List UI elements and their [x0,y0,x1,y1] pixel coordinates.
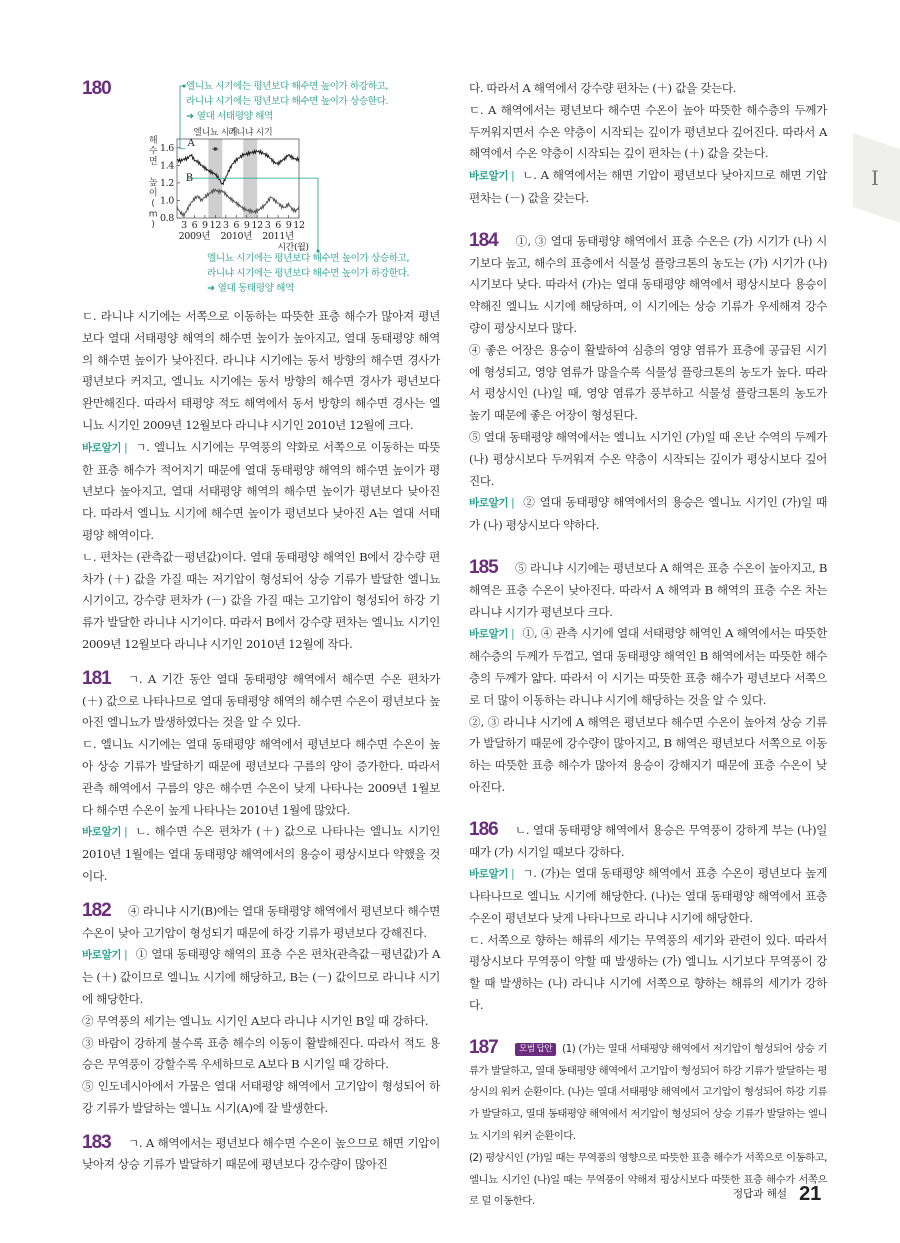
correction-text: ㄴ. A 해역에서는 해면 기압이 평년보다 낮아지므로 해면 기압 편차는 (－) 값을 갖는다. [469,168,827,205]
bottom-annotation [207,251,409,296]
correction-label: 바로알기 | [82,441,128,454]
correction-label: 바로알기 | [469,628,515,641]
q186-correction [469,863,827,929]
svg-text:수: 수 [148,146,158,157]
q187-answer-2: (2) 평상시인 (가)일 때는 무역풍의 영향으로 따뜻한 표층 해수가 서쪽으로 이동하고, 엘니뇨 시기인 (나)일 때는 무역풍이 약해져 평상시보다 따뜻한 표층 해수가 서쪽으로 덜 이동한다. [469,1151,827,1208]
correction-text: ㄴ. 해수면 수온 편차가 (＋) 값으로 나타나는 엘니뇨 시기인 2010년 1월에는 열대 동태평양 해역에서의 용승이 평상시보다 약했을 것이다. [82,824,440,883]
svg-text:3: 3 [222,220,229,231]
correction-text: ㄱ. (가)는 열대 동태평양 해역에서 표층 수온이 평년보다 높게 나타나므로 엘니뇨 시기에 해당한다. (나)는 열대 동태평양 해역에서 표층 수온이 평년보다 낮게 나타나므로 라니냐 시기에 해당한다. [469,866,827,925]
q180-extra: ㄴ. 편차는 (관측값－평년값)이다. 열대 동태평양 해역인 B에서 강수량 편차가 (＋) 값을 가질 때는 저기압이 형성되어 상승 기류가 발달한 엘니뇨 시기이고, 강수량 편차가 (－) 값을 가질 때는 고기압이 형성되어 하강 기류가 발달한 라니냐 시기이다. 따라서 B에서 강수량 편차는 엘니뇨 시기인 2009년 12월보다 라니냐 시기인 2010년 12월에 작다. [82,549,440,651]
correction-label: 바로알기 | [82,826,128,839]
q182-correction [82,944,440,1010]
q185-correction [469,623,827,711]
correction-text: ①, ④ 관측 시기에 열대 서태평양 해역인 A 해역에서는 따뜻한 해수층의 두께가 두껍고, 열대 동태평양 해역인 B 해역에서는 따뜻한 해수층의 두께가 얇다. 따라서 이 시기는 따뜻한 표층 해수가 평년보다 서쪽으로 더 많이 이동하는 라니냐 시기에 해당하는 것을 알 수 있다. [469,626,827,707]
correction-label: 바로알기 | [469,170,515,183]
question-number: 186 [469,818,498,840]
q182-item: ③ 바람이 강하게 불수록 표층 해수의 이동이 활발해진다. 따라서 적도 용승은 무역풍이 강할수록 우세하므로 A보다 B 시기일 때 강하다. [82,1035,440,1072]
svg-text:엘니뇨 시기: 엘니뇨 시기 [193,128,238,138]
right-column [469,78,827,1213]
q187-answer: 187 모범 답안 (1) (가)는 열대 서태평양 해역에서 저기압이 형성되어 상승 기류가 발달하고, 열대 동태평양 해역에서 고기압이 형성되어 하강 기류가 발달하는 평상시의 워커 순환이다. (나)는 열대 서태평양 해역에서 고기압이 형성되어 하강 기류가 발달하고, 열대 동태평양 해역에서 저기압이 형성되어 상승 기류가 발달하는 엘니뇨 시기의 워커 순환이다. [469,1036,827,1143]
svg-text:높: 높 [148,178,158,188]
q180-figure [82,78,440,306]
svg-text:12: 12 [293,220,305,231]
svg-text:시간(월): 시간(월) [277,243,309,253]
q181-extra: ㄷ. 엘니뇨 시기에는 열대 동태평양 해역에서 평년보다 해수면 수온이 높아 상승 기류가 발달하기 때문에 평년보다 구름의 양이 증가한다. 따라서 관측 해역에서 구름의 양은 해수면 수온이 낮게 나타나는 2009년 1월보다 해수면 수온이 높게 나타나는 2010년 1월에 많았다. [82,737,440,817]
q181-answer: 181 ㄱ. A 기간 동안 열대 동태평양 해역에서 해수면 수온 편차가 (＋) 값으로 나타나므로 열대 동태평양 해역의 해수면 수온이 평년보다 높아진 엘니뇨가 발생하였다는 것을 알 수 있다. [82,667,440,730]
q182-item: ② 무역풍의 세기는 엘니뇨 시기인 A보다 라니냐 시기인 B일 때 강하다. [82,1013,429,1028]
svg-text:1.4: 1.4 [159,160,174,172]
series-B [177,189,299,216]
svg-text:2011년: 2011년 [262,231,294,242]
svg-text:9: 9 [285,220,292,231]
page-number: 21 [799,1183,822,1205]
question-number: 182 [82,899,111,921]
annotation-conclusion: 열대 동태평양 해역 [217,283,294,294]
svg-text:0.8: 0.8 [159,213,174,224]
correction-label: 바로알기 | [82,949,128,962]
arrow-right-icon: ➜ [207,283,215,294]
correction-label: 바로알기 | [469,497,515,510]
svg-text:해: 해 [148,136,158,146]
svg-text:12: 12 [251,220,263,231]
q182-answer: 182 ④ 라니냐 시기(B)에는 열대 동태평양 해역에서 평년보다 해수면 수온이 낮아 고기압이 형성되기 때문에 하강 기류가 평년보다 강해진다. [82,899,440,940]
svg-text:6: 6 [233,220,240,231]
svg-text:12: 12 [209,220,222,231]
q181-correction [82,821,440,887]
svg-text:라니냐 시기: 라니냐 시기 [228,128,273,138]
svg-text:6: 6 [275,220,281,231]
svg-text:B: B [185,173,193,185]
q182-item: ⑤ 인도네시아에서 가뭄은 열대 서태평양 해역에서 고기압이 형성되어 하강 기류가 발달하는 엘니뇨 시기(A)에 잘 발생한다. [82,1079,440,1115]
question-number: 187 [469,1036,498,1058]
question-number: 183 [82,1131,111,1153]
svg-text:A: A [187,138,195,150]
annotation-conclusion: 열대 서태평양 해역 [196,111,273,122]
svg-text:3: 3 [181,220,187,231]
q185-item: ②, ③ 라니냐 시기에 A 해역은 평년보다 해수면 수온이 높아져 상승 기류가 발달하기 때문에 강수량이 많아지고, B 해역은 평년보다 서쪽으로 이동하는 따뜻한 표층 해수가 많아져 용승이 강해지기 때문에 표층 수온이 낮아진다. [469,714,827,794]
q184-item: ④ 좋은 어장은 용승이 활발하여 심층의 영양 염류가 표층에 공급된 시기에 형성되고, 영양 염류가 많을수록 식물성 플랑크톤의 농도가 높다. 따라서 평상시인 (나)일 때, 영양 염류가 풍부하고 식물성 플랑크톤의 농도가 높기 때문에 좋은 어장이 형성된다. [469,342,827,423]
question-number: 184 [469,229,498,251]
arrow-right-icon: ➜ [186,111,194,122]
left-column [82,78,440,1176]
annotation-line: 엘니뇨 시기에는 평년보다 해수면 높이가 하강하고, [186,81,389,92]
chapter-side-tab [853,133,900,223]
svg-text:3: 3 [264,220,271,231]
q183-correction [469,165,827,210]
correction-text: ② 열대 동태평양 해역에서의 용승은 엘니뇨 시기인 (가)일 때가 (나) 평상시보다 약하다. [469,495,827,533]
svg-text:9: 9 [202,220,208,231]
model-answer-badge: 모범 답안 [515,1043,556,1056]
annotation-line: 라니냐 시기에는 평년보다 해수면 높이가 상승한다. [186,96,389,107]
svg-text:m: m [148,209,158,220]
q183-answer-start: 183 ㄱ. A 해역에서는 평년보다 해수면 수온이 높으므로 해면 기압이 낮아져 상승 기류가 발달하기 때문에 평년보다 강수량이 많아진 [82,1131,440,1172]
q183-extra: ㄷ. A 해역에서는 평년보다 해수면 수온이 높아 따뜻한 해수층의 두께가 두꺼워지면서 수온 약층이 시작되는 깊이가 평년보다 깊어진다. 따라서 A 해역에서 수온 약층이 시작되는 깊이 편차는 (＋) 값을 갖는다. [469,102,827,161]
correction-label: 바로알기 | [469,868,515,881]
q184-answer: 184 ①, ③ 열대 동태평양 해역에서 표층 수온은 (가) 시기가 (나) 시기보다 높고, 해수의 표층에서 식물성 플랑크톤의 농도는 (가) 시기가 (나) 시기보다 낮다. 따라서 (가)는 열대 동태평양 해역에서 평상시보다 용승이 약해진 엘니뇨 시기에 해당하며, 이 시기에는 상승 기류가 우세해져 강수량이 평상시보다 많다. [469,229,827,335]
q184-correction [469,492,827,537]
svg-text:9: 9 [243,220,250,231]
question-number: 180 [82,78,111,99]
q186-answer: 186 ㄴ. 열대 동태평양 해역에서 용승은 무역풍이 강하게 부는 (나)일 때가 (가) 시기일 때보다 강하다. [469,818,827,859]
svg-text:1.2: 1.2 [159,177,174,189]
svg-text:1.0: 1.0 [159,195,174,207]
svg-text:(: ( [151,199,155,209]
correction-text: ㄱ. 엘니뇨 시기에는 무역풍의 약화로 서쪽으로 이동하는 따뜻한 표층 해수가 적어지기 때문에 열대 동태평양 해역의 해수면 높이가 평년보다 높아지고, 열대 서태평양 해역의 해수면 높이가 평년보다 낮아진다. 따라서 엘니뇨 시기에 해수면 높이가 평년보다 낮아진 A는 열대 서태평양 해역이다. [82,439,440,542]
chapter-label: I [871,166,879,190]
annotation-line: 라니냐 시기에는 평년보다 해수면 높이가 하강한다. [207,268,410,279]
svg-text:면: 면 [148,157,158,167]
page-footer [733,1183,821,1206]
svg-text:6: 6 [191,220,198,231]
footer-label: 정답과 해설 [733,1188,788,1200]
svg-text:1.6: 1.6 [159,142,174,154]
q180-explanation: ㄷ. 라니냐 시기에는 서쪽으로 이동하는 따뜻한 표층 해수가 많아져 평년보다 열대 서태평양 해역의 해수면 높이가 높아지고, 열대 동태평양 해역의 해수면 높이가 낮아진다. 라니냐 시기에는 동서 방향의 해수면 경사가 평년보다 커지고, 엘니뇨 시기에는 동서 방향의 해수면 경사가 평년보다 완만해진다. 따라서 태평양 적도 해역에서 동서 방향의 해수면 경사는 엘니뇨 시기인 2009년 12월보다 라니냐 시기인 2010년 12월에 크다. [82,309,440,432]
svg-text:2010년: 2010년 [220,231,253,242]
svg-text:2009년: 2009년 [178,231,211,242]
correction-text: ① 열대 동태평양 해역의 표층 수온 편차(관측값－평년값)가 A는 (＋) 값이므로 엘니뇨 시기에 해당하고, B는 (－) 값이므로 라니냐 시기에 해당한다. [82,947,440,1006]
q183-answer-continued: 다. 따라서 A 해역에서 강수량 편차는 (＋) 값을 갖는다. [469,81,737,95]
q180-correction [82,437,440,547]
q184-item: ⑤ 열대 동태평양 해역에서는 엘니뇨 시기인 (가)일 때 온난 수역의 두께가 (나) 평상시보다 두꺼워져 수온 약층이 시작되는 깊이가 평상시보다 깊어진다. [469,429,827,488]
q186-item: ㄷ. 서쪽으로 향하는 해류의 세기는 무역풍의 세기와 관련이 있다. 따라서 평상시보다 무역풍이 약할 때 발생하는 (가) 엘니뇨 시기보다 무역풍이 강할 때 발생하는 (나) 라니냐 시기에 서쪽으로 향하는 해류의 세기가 강하다. [469,932,827,1013]
svg-text:): ) [151,220,155,230]
question-number: 181 [82,667,111,689]
svg-text:이: 이 [148,188,158,199]
question-number: 185 [469,556,498,578]
annotation-line: 엘니뇨 시기에는 평년보다 해수면 높이가 상승하고, [207,253,410,264]
series-A [177,150,299,184]
q185-answer: 185 ⑤ 라니냐 시기에는 평년보다 A 해역은 표층 수온이 높아지고, B 해역은 표층 수온이 낮아진다. 따라서 A 해역과 B 해역의 표층 수온 차는 라니냐 시기가 평년보다 크다. [469,556,827,619]
